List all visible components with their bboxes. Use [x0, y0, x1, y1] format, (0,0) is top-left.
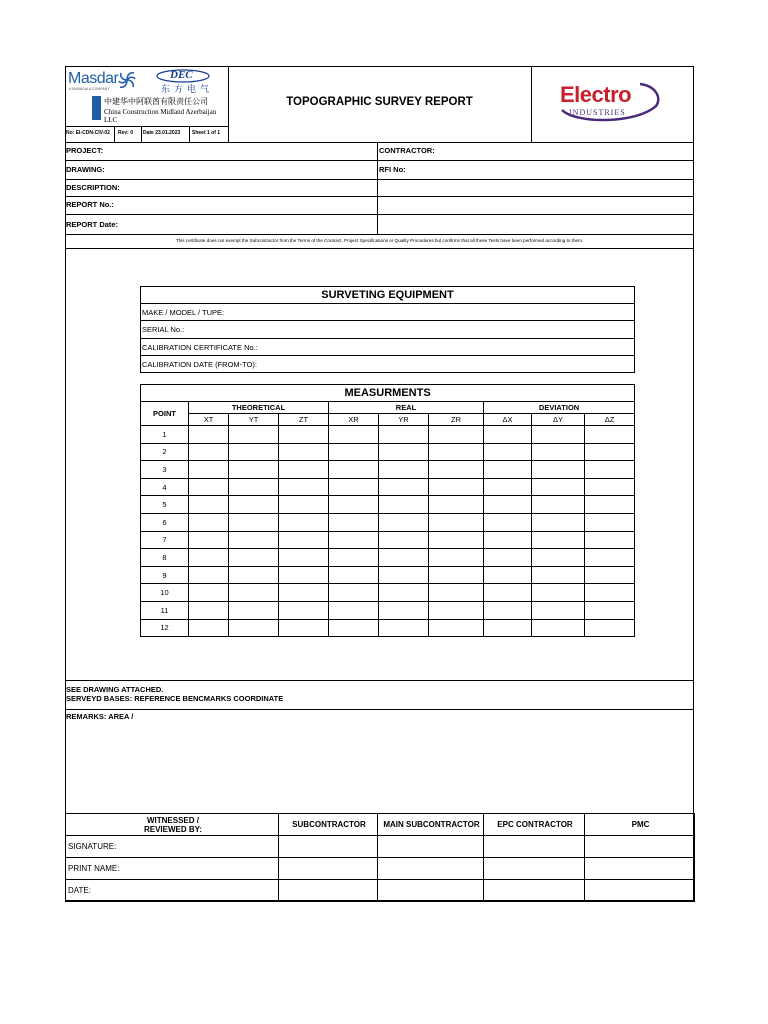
china-construction-cn: 中建华中阿联酋有限责任公司 — [104, 97, 208, 106]
measurement-cell[interactable] — [279, 496, 329, 514]
report-title: TOPOGRAPHIC SURVEY REPORT — [286, 96, 473, 108]
measurement-cell[interactable] — [484, 619, 532, 637]
measurement-cell[interactable] — [532, 443, 585, 461]
measurement-cell[interactable] — [429, 496, 484, 514]
measurement-cell[interactable] — [484, 426, 532, 444]
measurement-cell[interactable] — [585, 619, 635, 637]
column-header-8: ΔY — [532, 414, 585, 426]
measurement-cell[interactable] — [585, 443, 635, 461]
equipment-calib-date-row: CALIBRATION DATE (FROM-TO): — [141, 356, 635, 373]
doc-sheet: Sheet 1 of 1 — [192, 130, 221, 136]
measurement-cell[interactable] — [229, 513, 279, 531]
masdar-swirl-icon — [117, 69, 137, 91]
dec-logo-chinese: 东方电气 — [161, 85, 214, 95]
measurement-cell[interactable] — [585, 584, 635, 602]
measurement-cell[interactable] — [585, 461, 635, 479]
measurement-cell[interactable] — [189, 549, 229, 567]
measurement-cell[interactable] — [429, 478, 484, 496]
reviewed-line: REVIEWED BY: — [143, 824, 203, 834]
measurement-cell[interactable] — [189, 496, 229, 514]
info-line-6 — [65, 248, 694, 249]
equipment-serial-row: SERIAL No.: — [141, 321, 635, 339]
point-number: 5 — [141, 496, 189, 514]
signature-cell[interactable] — [279, 880, 378, 902]
measurement-cell[interactable] — [532, 584, 585, 602]
equipment-cert-row: CALIBRATION CERTIFICATE No.: — [141, 339, 635, 356]
epc-contractor-header: EPC CONTRACTOR — [484, 814, 585, 836]
signature-cell[interactable] — [484, 858, 585, 880]
point-number: 9 — [141, 566, 189, 584]
measurement-cell[interactable] — [429, 531, 484, 549]
measurement-row — [141, 584, 635, 602]
deviation-header: DEVIATION — [484, 402, 635, 414]
measurement-cell[interactable] — [532, 461, 585, 479]
measurement-cell[interactable] — [585, 531, 635, 549]
column-header-7: ΔX — [484, 414, 532, 426]
measurement-cell[interactable] — [379, 478, 429, 496]
measurement-cell[interactable] — [484, 584, 532, 602]
equipment-title: SURVETING EQUIPMENT — [141, 287, 635, 304]
equipment-make-row: MAKE / MODEL / TUPE: — [141, 304, 635, 321]
measurement-cell[interactable] — [532, 549, 585, 567]
measurement-cell[interactable] — [229, 549, 279, 567]
description-label: DESCRIPTION: — [66, 183, 120, 192]
measurement-cell[interactable] — [189, 426, 229, 444]
subcontractor-header: SUBCONTRACTOR — [279, 814, 378, 836]
header-meta-line — [65, 126, 228, 127]
pmc-header: PMC — [585, 814, 695, 836]
point-number: 3 — [141, 461, 189, 479]
measurement-cell[interactable] — [484, 549, 532, 567]
doc-number: No: EI-CDN-CIV-02 — [66, 130, 110, 136]
measurement-cell[interactable] — [229, 531, 279, 549]
measurement-row — [141, 461, 635, 479]
measurement-cell[interactable] — [279, 619, 329, 637]
report-date-label: REPORT Date: — [66, 220, 119, 229]
point-number: 11 — [141, 601, 189, 619]
measurement-cell[interactable] — [532, 601, 585, 619]
theoretical-header: THEORETICAL — [189, 402, 329, 414]
measurement-cell[interactable] — [229, 461, 279, 479]
measurement-cell[interactable] — [279, 566, 329, 584]
measurement-row — [141, 619, 635, 637]
signature-row-label: DATE: — [66, 880, 279, 902]
measurement-cell[interactable] — [585, 566, 635, 584]
info-line-1 — [65, 160, 694, 161]
point-number: 7 — [141, 531, 189, 549]
measurement-cell[interactable] — [229, 584, 279, 602]
info-line-2 — [65, 179, 694, 180]
measurement-cell[interactable] — [429, 549, 484, 567]
measurement-cell[interactable] — [279, 601, 329, 619]
measurement-cell[interactable] — [379, 584, 429, 602]
measurement-cell[interactable] — [379, 619, 429, 637]
china-construction-emblem-icon — [92, 96, 101, 120]
notes-top-line — [65, 680, 694, 681]
column-header-2: YT — [229, 414, 279, 426]
dec-logo — [153, 68, 215, 94]
measurement-cell[interactable] — [484, 566, 532, 584]
point-number: 12 — [141, 619, 189, 637]
point-number: 8 — [141, 549, 189, 567]
header-divider-right — [531, 66, 532, 142]
notes-bottom-line — [65, 709, 694, 710]
measurement-cell[interactable] — [229, 496, 279, 514]
measurement-row — [141, 513, 635, 531]
witnessed-header — [66, 814, 279, 836]
electro-logo-subtitle: INDUSTRIES — [569, 108, 626, 117]
masdar-logo-text: Masdar — [68, 70, 119, 87]
measurement-cell[interactable] — [484, 478, 532, 496]
column-header-6: ZR — [429, 414, 484, 426]
measurement-cell[interactable] — [484, 461, 532, 479]
remarks-label: REMARKS: AREA / — [66, 712, 134, 721]
measurement-cell[interactable] — [329, 531, 379, 549]
masdar-logo — [68, 69, 138, 93]
measurement-row — [141, 443, 635, 461]
info-line-3 — [65, 196, 694, 197]
measurement-cell[interactable] — [189, 443, 229, 461]
measurement-row — [141, 426, 635, 444]
project-label: PROJECT: — [66, 146, 104, 155]
measurement-cell[interactable] — [189, 566, 229, 584]
signature-cell[interactable] — [279, 858, 378, 880]
signature-row-label: PRINT NAME: — [66, 858, 279, 880]
measurement-cell[interactable] — [279, 513, 329, 531]
measurement-cell[interactable] — [379, 461, 429, 479]
measurement-cell[interactable] — [429, 461, 484, 479]
measurement-cell[interactable] — [532, 566, 585, 584]
measurement-row — [141, 549, 635, 567]
measurement-row — [141, 478, 635, 496]
rfi-label: RFI No: — [379, 165, 406, 174]
measurement-cell[interactable] — [532, 513, 585, 531]
measurement-cell[interactable] — [329, 513, 379, 531]
measurement-cell[interactable] — [379, 496, 429, 514]
measurement-row — [141, 496, 635, 514]
measurement-cell[interactable] — [329, 619, 379, 637]
signature-row — [66, 858, 695, 880]
measurement-cell[interactable] — [379, 531, 429, 549]
measurement-cell[interactable] — [484, 513, 532, 531]
measurement-cell[interactable] — [484, 601, 532, 619]
point-number: 4 — [141, 478, 189, 496]
measurement-cell[interactable] — [329, 549, 379, 567]
drawing-label: DRAWING: — [66, 165, 105, 174]
column-header-1: XT — [189, 414, 229, 426]
doc-revision: Rev: 0 — [118, 130, 134, 136]
main-subcontractor-header: MAIN SUBCONTRACTOR — [378, 814, 484, 836]
measurement-cell[interactable] — [329, 496, 379, 514]
info-divider — [377, 142, 378, 234]
measurement-cell[interactable] — [379, 566, 429, 584]
measurement-cell[interactable] — [229, 601, 279, 619]
measurement-cell[interactable] — [329, 478, 379, 496]
measurement-cell[interactable] — [585, 496, 635, 514]
measurement-row — [141, 601, 635, 619]
signature-cell[interactable] — [585, 836, 695, 858]
measurement-cell[interactable] — [429, 443, 484, 461]
measurement-cell[interactable] — [189, 461, 229, 479]
measurement-cell[interactable] — [379, 601, 429, 619]
signature-row — [66, 880, 695, 902]
measurement-cell[interactable] — [279, 443, 329, 461]
measurement-cell[interactable] — [532, 426, 585, 444]
info-line-4 — [65, 214, 694, 215]
measurement-cell[interactable] — [484, 443, 532, 461]
measurement-cell[interactable] — [429, 584, 484, 602]
point-header: POINT — [141, 402, 189, 426]
measurement-cell[interactable] — [189, 584, 229, 602]
measurement-cell[interactable] — [189, 619, 229, 637]
measurement-cell[interactable] — [585, 426, 635, 444]
measurement-cell[interactable] — [279, 426, 329, 444]
measurement-cell[interactable] — [585, 478, 635, 496]
point-number: 10 — [141, 584, 189, 602]
measurement-cell[interactable] — [279, 549, 329, 567]
measurement-cell[interactable] — [229, 619, 279, 637]
measurement-cell[interactable] — [279, 478, 329, 496]
point-number: 1 — [141, 426, 189, 444]
signature-cell[interactable] — [585, 880, 695, 902]
measurement-cell[interactable] — [229, 478, 279, 496]
signature-row-label: SIGNATURE: — [66, 836, 279, 858]
signature-row — [66, 836, 695, 858]
measurement-cell[interactable] — [379, 549, 429, 567]
witnessed-line: WITNESSED / — [146, 815, 199, 825]
measurement-cell[interactable] — [484, 496, 532, 514]
signature-cell[interactable] — [484, 836, 585, 858]
column-header-3: ZT — [279, 414, 329, 426]
measurements-table — [140, 384, 635, 637]
measurement-cell[interactable] — [429, 513, 484, 531]
measurement-cell[interactable] — [379, 426, 429, 444]
measurement-cell[interactable] — [189, 531, 229, 549]
notes-drawing-attached: SEE DRAWING ATTACHED. — [66, 685, 164, 694]
measurement-cell[interactable] — [189, 513, 229, 531]
measurement-cell[interactable] — [189, 478, 229, 496]
column-header-5: YR — [379, 414, 429, 426]
doc-date: Date 23.01.2023 — [143, 130, 181, 136]
info-line-5 — [65, 234, 694, 235]
electro-logo-text: Electro — [560, 82, 632, 107]
measurement-cell[interactable] — [329, 443, 379, 461]
measurement-cell[interactable] — [585, 601, 635, 619]
signature-table — [65, 813, 695, 902]
measurement-cell[interactable] — [429, 619, 484, 637]
measurement-cell[interactable] — [532, 531, 585, 549]
meta-divider-2 — [141, 126, 142, 142]
measurement-cell[interactable] — [189, 601, 229, 619]
measurement-cell[interactable] — [279, 531, 329, 549]
measurement-row — [141, 531, 635, 549]
measurement-cell[interactable] — [229, 426, 279, 444]
column-header-9: ΔZ — [585, 414, 635, 426]
measurement-cell[interactable] — [532, 478, 585, 496]
signature-cell[interactable] — [484, 880, 585, 902]
china-construction-en: China Construction Midland Azerbaijan LLC — [104, 108, 217, 124]
disclaimer-text: This certificate does not exempt the Subcontractor from the Terms of the Contract, Project Specifications or Quality Procedures but confirms that all these Tests have been performed according to them. — [175, 238, 584, 243]
measurement-cell[interactable] — [329, 566, 379, 584]
column-header-4: XR — [329, 414, 379, 426]
dec-logo-text: DEC — [170, 69, 193, 81]
measurement-cell[interactable] — [532, 496, 585, 514]
notes-surveyed-bases: SERVEYD BASES: REFERENCE BENCMARKS COORDINATE — [66, 694, 284, 703]
real-header: REAL — [329, 402, 484, 414]
equipment-table — [140, 286, 635, 373]
measurement-cell[interactable] — [429, 426, 484, 444]
contractor-label: CONTRACTOR: — [379, 146, 435, 155]
signature-cell[interactable] — [585, 858, 695, 880]
measurement-cell[interactable] — [279, 461, 329, 479]
measurement-cell[interactable] — [429, 601, 484, 619]
point-number: 2 — [141, 443, 189, 461]
signature-cell[interactable] — [378, 836, 484, 858]
measurement-cell[interactable] — [484, 531, 532, 549]
measurements-title: MEASURMENTS — [141, 385, 635, 402]
china-construction-logo — [92, 95, 222, 123]
point-number: 6 — [141, 513, 189, 531]
masdar-logo-subtitle: A MUBADALA COMPANY — [69, 87, 110, 91]
measurement-cell[interactable] — [329, 601, 379, 619]
measurement-cell[interactable] — [429, 566, 484, 584]
measurement-cell[interactable] — [229, 566, 279, 584]
measurement-cell[interactable] — [379, 443, 429, 461]
meta-divider-1 — [114, 126, 115, 142]
measurement-cell[interactable] — [329, 461, 379, 479]
measurement-cell[interactable] — [585, 549, 635, 567]
header-bottom-line — [65, 142, 694, 143]
report-no-label: REPORT No.: — [66, 200, 114, 209]
measurement-cell[interactable] — [585, 513, 635, 531]
measurement-cell[interactable] — [229, 443, 279, 461]
measurement-cell[interactable] — [379, 513, 429, 531]
electro-logo — [556, 80, 662, 124]
measurement-cell[interactable] — [532, 619, 585, 637]
signature-cell[interactable] — [378, 858, 484, 880]
measurement-cell[interactable] — [329, 426, 379, 444]
meta-divider-3 — [189, 126, 190, 142]
measurement-cell[interactable] — [329, 584, 379, 602]
measurement-row — [141, 566, 635, 584]
signature-cell[interactable] — [279, 836, 378, 858]
signature-cell[interactable] — [378, 880, 484, 902]
measurement-cell[interactable] — [279, 584, 329, 602]
